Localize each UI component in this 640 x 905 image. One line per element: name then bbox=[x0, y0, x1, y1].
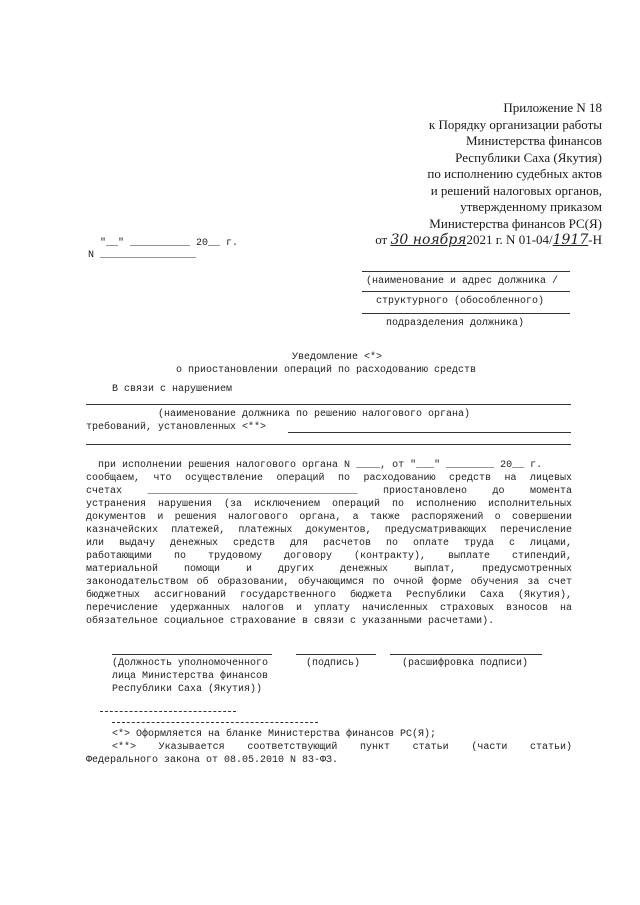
paragraph-line: материальной помощи и других денежных выплат, предусмотренных bbox=[86, 564, 572, 575]
date-field: "__" __________ 20__ г. bbox=[100, 238, 239, 249]
paragraph-line: устранения нарушения (за исключением операций по исполнению исполнительных bbox=[86, 499, 572, 510]
addressee-rule-3 bbox=[362, 313, 570, 314]
addressee-caption-1: (наименование и адрес должника / bbox=[366, 276, 559, 287]
requirements-text: требований, установленных <**> bbox=[86, 422, 267, 433]
notice-subtitle: о приостановлении операций по расходованию средств bbox=[176, 365, 477, 376]
decode-rule bbox=[390, 654, 542, 655]
execution-date: "___" ________ 20__ г. bbox=[410, 460, 543, 471]
paragraph-last-line: обязательное социальное страхование в связи с указанными расчетами). bbox=[86, 616, 495, 627]
addressee-caption-3: подразделения должника) bbox=[386, 318, 525, 329]
position-caption-2: лица Министерства финансов bbox=[112, 671, 269, 682]
execution-text bbox=[86, 446, 542, 472]
paragraph-line: бюджетных ассигнований государственного бюджета Республики Саха (Якутия), bbox=[86, 590, 572, 601]
requirements-rule bbox=[288, 432, 571, 433]
footnote-separator-2 bbox=[112, 722, 318, 723]
execution-from: от bbox=[392, 460, 405, 471]
handwritten-number: 1917 bbox=[552, 232, 589, 248]
position-rule bbox=[112, 654, 272, 655]
paragraph-line: документов и решения налогового органа, а также распоряжений о совершении bbox=[86, 512, 572, 523]
header-line: к Порядку организации работы bbox=[428, 116, 602, 132]
footnote-2-line-2: Федерального закона от 08.05.2010 N 83-ФЗ. bbox=[86, 755, 339, 766]
footnote-2 bbox=[86, 741, 572, 767]
execution-prefix: при исполнении решения налогового органа N bbox=[98, 460, 351, 471]
main-paragraph bbox=[86, 472, 572, 628]
header-line: Министерства финансов bbox=[465, 133, 602, 148]
sign-rule bbox=[296, 654, 376, 655]
position-caption-3: Республики Саха (Якутия)) bbox=[112, 684, 263, 695]
date-prefix: от bbox=[375, 232, 388, 247]
handwritten-date: 30 ноября bbox=[390, 232, 467, 248]
notice-title: Уведомление <*> bbox=[292, 352, 383, 363]
in-connection-text: В связи с нарушением bbox=[112, 384, 233, 395]
paragraph-line: счетах ___________________________________ приостановлено до момента bbox=[86, 486, 572, 497]
decode-caption: (расшифровка подписи) bbox=[402, 658, 529, 669]
header-line: утвержденному приказом bbox=[460, 199, 602, 214]
header-line: Министерства финансов РС(Я) bbox=[429, 215, 602, 231]
header-line: Республики Саха (Якутия) bbox=[455, 149, 602, 165]
debtor-name-rule bbox=[86, 404, 571, 405]
date-mid: 2021 г. N 01-04/ bbox=[466, 232, 553, 247]
paragraph-line: казначейских платежей, платежных документов, предусматривающих перечисление bbox=[86, 525, 572, 536]
paragraph-line: законодательством об образовании, обучающимся по очной форме обучения за счет bbox=[86, 577, 572, 588]
execution-number-blank: ____, bbox=[356, 460, 387, 471]
number-field: N ________________ bbox=[88, 250, 197, 261]
footnote-2-line-1: <**> Указывается соответствующий пункт статьи (части статьи) bbox=[112, 742, 572, 753]
paragraph-line: работающими по трудовому договору (контракту), выплате стипендий, bbox=[86, 551, 572, 562]
debtor-name-caption: (наименование должника по решению налогового органа) bbox=[158, 409, 471, 420]
paragraph-line: перечисление удержанных налогов и уплату начисленных страховых взносов на bbox=[86, 603, 572, 614]
appendix-header bbox=[375, 100, 602, 249]
footnote-separator-1 bbox=[100, 711, 236, 712]
footnote-1: <*> Оформляется на бланке Министерства финансов РС(Я); bbox=[112, 729, 437, 740]
addressee-rule-2 bbox=[362, 291, 570, 292]
position-caption: (Должность уполномоченного bbox=[112, 658, 269, 669]
order-date-line bbox=[375, 232, 602, 249]
addressee-rule-1 bbox=[362, 271, 570, 272]
blank-rule bbox=[86, 444, 571, 445]
header-line: и решений налоговых органов, bbox=[430, 182, 602, 198]
sign-caption: (подпись) bbox=[306, 658, 361, 669]
header-line: по исполнению судебных актов bbox=[427, 166, 602, 181]
paragraph-line: сообщаем, что осуществление операций по расходованию средств на лицевых bbox=[86, 473, 572, 484]
date-suffix: -Н bbox=[588, 232, 602, 247]
paragraph-line: или выдачу денежных средств для расчетов по оплате труда с лицами, bbox=[86, 538, 572, 549]
addressee-caption-2: структурного (обособленного) bbox=[376, 296, 545, 307]
header-line: Приложение N 18 bbox=[503, 100, 602, 115]
